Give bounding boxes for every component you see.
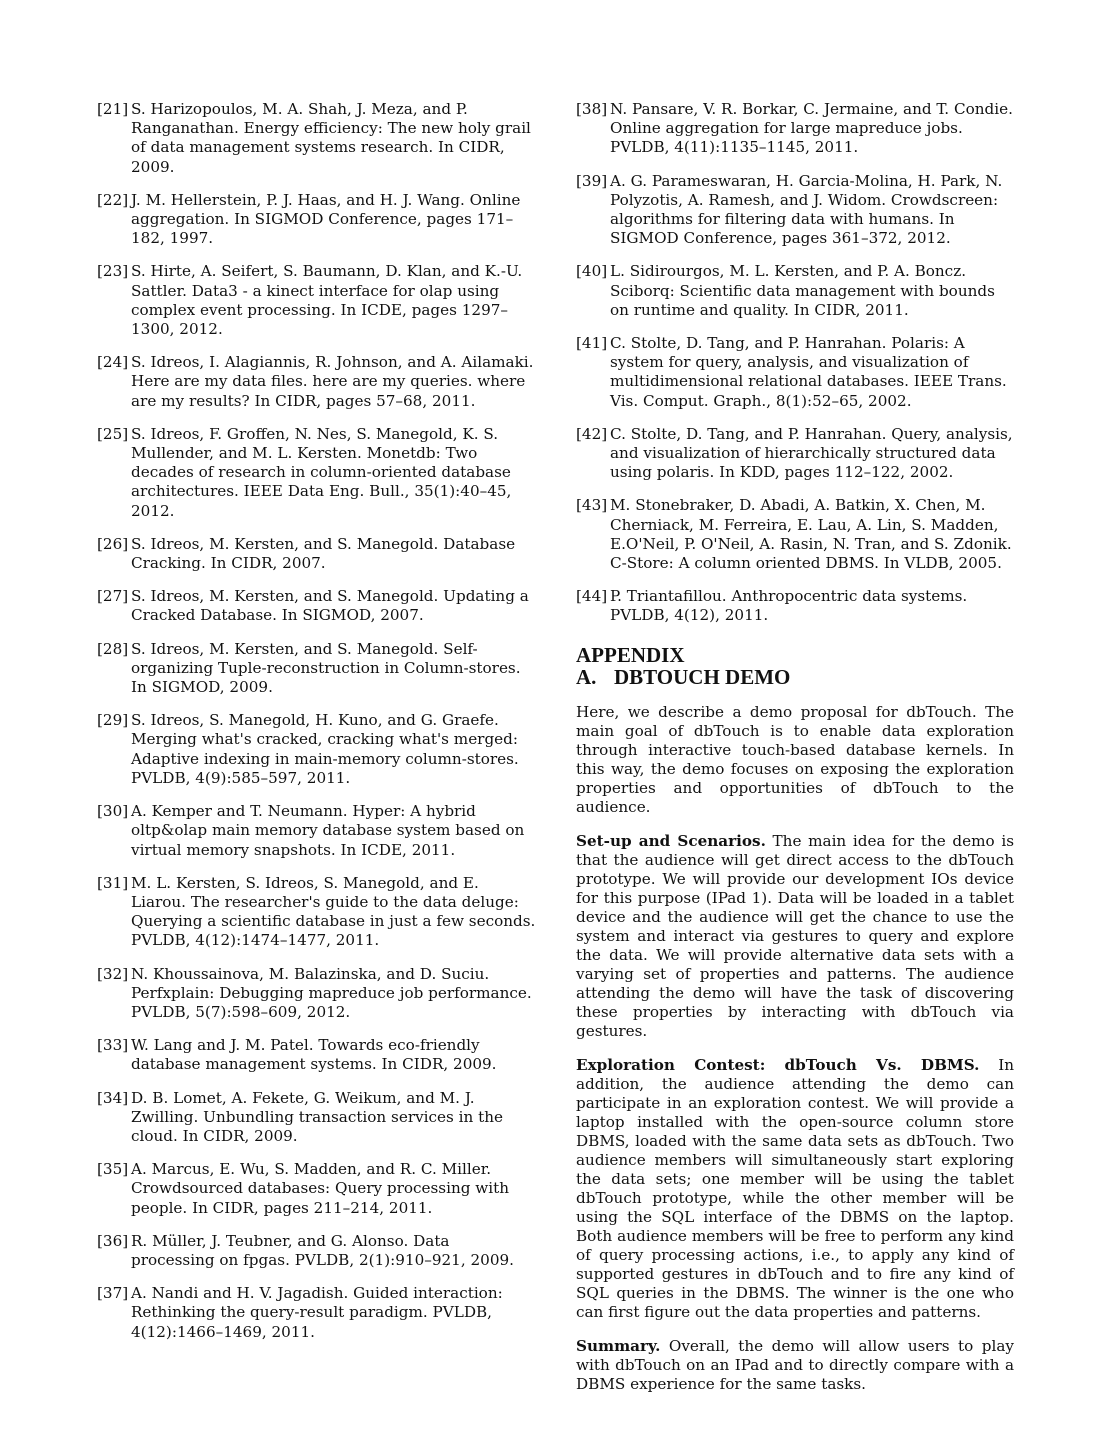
reference-number: [38] — [576, 100, 608, 118]
reference-number: [36] — [97, 1231, 129, 1250]
reference-entry — [97, 262, 537, 339]
reference-text: N. Pansare, V. R. Borkar, C. Jermaine, and T. Condie. Online aggregation for large mapreduce jobs. PVLDB, 4(11):1135–1145, 2011. — [610, 100, 1013, 157]
reference-number: [35] — [97, 1160, 129, 1179]
reference-text: S. Hirte, A. Seifert, S. Baumann, D. Klan, and K.-U. Sattler. Data3 - a kinect interface for olap using complex event processing. In ICDE, pages 1297–1300, 2012. — [131, 262, 523, 339]
reference-number: [40] — [576, 262, 608, 281]
reference-entry — [97, 802, 537, 860]
reference-entry — [97, 100, 537, 177]
reference-text: M. L. Kersten, S. Idreos, S. Manegold, and E. Liarou. The researcher's guide to the data deluge: Querying a scientific database in just a few seconds. PVLDB, 4(12):1474–1477, 2011. — [131, 873, 536, 950]
reference-text: D. B. Lomet, A. Fekete, G. Weikum, and M. J. Zwilling. Unbundling transaction services in the cloud. In CIDR, 2009. — [131, 1088, 503, 1145]
reference-number: [43] — [576, 496, 608, 515]
reference-entry — [97, 191, 537, 249]
reference-entry — [576, 496, 1014, 573]
right-column — [576, 100, 1014, 1409]
reference-number: [34] — [97, 1088, 129, 1107]
reference-number: [39] — [576, 171, 608, 190]
reference-entry — [97, 587, 537, 625]
reference-text: S. Idreos, M. Kersten, and S. Manegold. Self-organizing Tuple-reconstruction in Column-stores. In SIGMOD, 2009. — [131, 639, 521, 697]
reference-number: [21] — [97, 100, 129, 118]
reference-number: [42] — [576, 424, 608, 443]
reference-text: S. Idreos, S. Manegold, H. Kuno, and G. Graefe. Merging what's cracked, cracking what's merged: Adaptive indexing in main-memory column-stores. PVLDB, 4(9):585–597, 2011. — [131, 711, 519, 787]
reference-number: [26] — [97, 534, 129, 553]
reference-text: M. Stonebraker, D. Abadi, A. Batkin, X. Chen, M. Cherniack, M. Ferreira, E. Lau, A. Lin, S. Madden, E.O'Neil, P. O'Neil, A. Rasin, N. Tran, and S. Zdonik. C-Store: A column oriented DBMS. In VLDB, 2005. — [610, 496, 1012, 573]
reference-number: [41] — [576, 334, 608, 353]
reference-text: S. Harizopoulos, M. A. Shah, J. Meza, and P. Ranganathan. Energy efficiency: The new holy grail of data management systems research. In CIDR, 2009. — [131, 100, 531, 176]
section-title: DBTOUCH DEMO — [614, 664, 791, 689]
reference-entry — [97, 1160, 537, 1218]
reference-text: A. G. Parameswaran, H. Garcia-Molina, H. Park, N. Polyzotis, A. Ramesh, and J. Widom. Crowdscreen: algorithms for filtering data with humans. In SIGMOD Conference, pages 361–372, 2012. — [610, 171, 1003, 248]
reference-text: A. Marcus, E. Wu, S. Madden, and R. C. Miller. Crowdsourced databases: Query processing with people. In CIDR, pages 211–214, 2011. — [131, 1160, 510, 1217]
summary-run-in-heading: Summary. — [576, 1337, 661, 1356]
reference-entry — [576, 100, 1014, 158]
reference-text: P. Triantafillou. Anthropocentric data systems. PVLDB, 4(12), 2011. — [610, 587, 968, 625]
reference-text: A. Kemper and T. Neumann. Hyper: A hybrid oltp&olap main memory database system based on virtual memory snapshots. In ICDE, 2011. — [131, 802, 525, 859]
reference-number: [33] — [97, 1036, 129, 1055]
reference-text: C. Stolte, D. Tang, and P. Hanrahan. Polaris: A system for query, analysis, and visualization of multidimensional relational databases. IEEE Trans. Vis. Comput. Graph., 8(1):52–65, 2002. — [610, 334, 1007, 410]
reference-entry — [97, 1232, 537, 1270]
contest-body: In addition, the audience attending the demo can participate in an exploration contest. We will provide a laptop installed with the open-source column store DBMS, loaded with the same data sets as dbTouch. Two audience members will simultaneously start exploring the data sets; one member will be using the tablet dbTouch prototype, while the other member will be using the SQL interface of the DBMS on the laptop. Both audience members will be free to perform any kind of query processing actions, i.e., to apply any kind of supported gestures in dbTouch and to fire any kind of SQL queries in the DBMS. The winner is the one who can first figure out the data properties and patterns. — [576, 1056, 1014, 1322]
intro-paragraph: Here, we describe a demo proposal for dbTouch. The main goal of dbTouch is to enable data exploration through interactive touch-based database kernels. In this way, the demo focuses on exposing the exploration properties and opportunities of dbTouch to the audience. — [576, 702, 1014, 816]
reference-text: N. Khoussainova, M. Balazinska, and D. Suciu. Perfxplain: Debugging mapreduce job performance. PVLDB, 5(7):598–609, 2012. — [131, 964, 532, 1021]
reference-entry — [576, 334, 1014, 411]
setup-paragraph — [576, 832, 1014, 1041]
appendix-heading: APPENDIX — [576, 642, 685, 667]
reference-text: A. Nandi and H. V. Jagadish. Guided interaction: Rethinking the query-result paradigm. PVLDB, 4(12):1466–1469, 2011. — [131, 1284, 503, 1341]
reference-entry — [97, 1036, 537, 1074]
reference-number: [37] — [97, 1284, 129, 1303]
reference-text: J. M. Hellerstein, P. J. Haas, and H. J. Wang. Online aggregation. In SIGMOD Conference, pages 171–182, 1997. — [131, 190, 521, 248]
reference-entry — [97, 535, 537, 573]
contest-run-in-heading: Exploration Contest: dbTouch Vs. DBMS. — [576, 1056, 980, 1075]
reference-text: S. Idreos, M. Kersten, and S. Manegold. Updating a Cracked Database. In SIGMOD, 2007. — [131, 587, 529, 625]
reference-text: C. Stolte, D. Tang, and P. Hanrahan. Query, analysis, and visualization of hierarchically structured data using polaris. In KDD, pages 112–122, 2002. — [610, 424, 1013, 482]
reference-entry — [97, 711, 537, 788]
reference-text: S. Idreos, I. Alagiannis, R. Johnson, and A. Ailamaki. Here are my data files. here are my queries. where are my results? In CIDR, pages 57–68, 2011. — [131, 353, 534, 410]
reference-entry — [576, 425, 1014, 483]
reference-entry — [97, 874, 537, 951]
reference-entry — [97, 425, 537, 521]
reference-entry — [97, 1089, 537, 1147]
section-heading — [576, 666, 1014, 688]
summary-body: Overall, the demo will allow users to play with dbTouch on an IPad and to directly compare with a DBMS experience for the same tasks. — [576, 1337, 1014, 1394]
reference-number: [31] — [97, 873, 129, 892]
reference-entry — [97, 965, 537, 1023]
reference-text: L. Sidirourgos, M. L. Kersten, and P. A. Boncz. Sciborq: Scientific data management with bounds on runtime and quality. In CIDR, 2011. — [610, 262, 995, 319]
reference-number: [30] — [97, 802, 129, 821]
reference-number: [28] — [97, 639, 129, 658]
reference-text: W. Lang and J. M. Patel. Towards eco-friendly database management systems. In CIDR, 2009. — [131, 1036, 497, 1074]
reference-number: [32] — [97, 964, 129, 983]
contest-paragraph — [576, 1056, 1014, 1322]
reference-entry — [576, 172, 1014, 249]
reference-entry — [97, 640, 537, 698]
reference-text: S. Idreos, F. Groffen, N. Nes, S. Manegold, K. S. Mullender, and M. L. Kersten. Monetdb: Two decades of research in column-oriented database architectures. IEEE Data Eng. Bull., 35(1):40–45, 2012. — [131, 424, 512, 520]
setup-body: The main idea for the demo is that the audience will get direct access to the dbTouch prototype. We will provide our development IOs device for this purpose (IPad 1). Data will be loaded in a tablet device and the audience will get the chance to use the system and interact via gestures to query and explore the data. We will provide alternative data sets with a varying set of properties and patterns. The audience attending the demo will have the task of discovering these properties by interacting with dbTouch via gestures. — [576, 832, 1014, 1041]
reference-number: [25] — [97, 424, 129, 443]
reference-entry — [97, 1284, 537, 1342]
summary-paragraph — [576, 1337, 1014, 1394]
left-column — [97, 100, 537, 1356]
reference-number: [23] — [97, 262, 129, 281]
reference-entry — [576, 262, 1014, 320]
reference-entry — [97, 353, 537, 411]
section-number: A. — [576, 664, 597, 689]
reference-number: [22] — [97, 190, 129, 209]
reference-text: S. Idreos, M. Kersten, and S. Manegold. Database Cracking. In CIDR, 2007. — [131, 534, 516, 573]
setup-run-in-heading: Set-up and Scenarios. — [576, 832, 766, 851]
reference-text: R. Müller, J. Teubner, and G. Alonso. Data processing on fpgas. PVLDB, 2(1):910–921, 2009. — [131, 1231, 514, 1269]
reference-number: [24] — [97, 353, 129, 372]
reference-number: [44] — [576, 587, 608, 606]
reference-entry — [576, 587, 1014, 625]
reference-number: [29] — [97, 711, 129, 730]
reference-number: [27] — [97, 587, 129, 606]
